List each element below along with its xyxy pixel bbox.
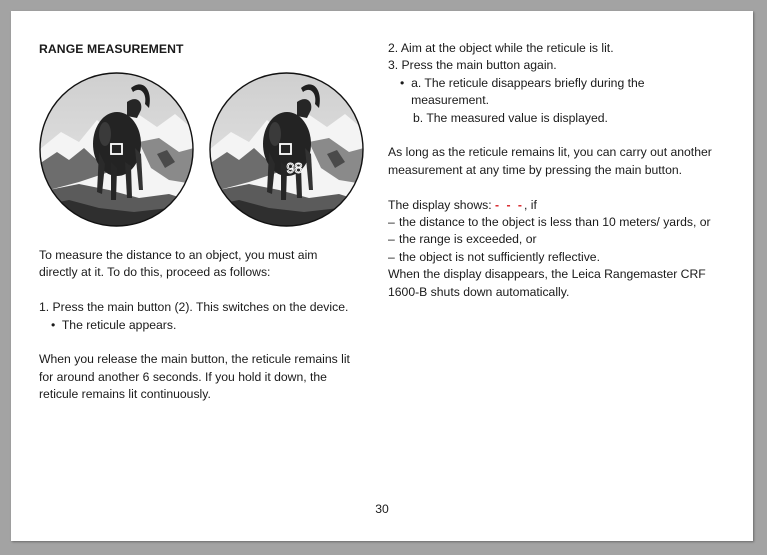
dash-mark: – <box>388 215 395 230</box>
condition-2-text: the range is exceeded, or <box>399 232 537 247</box>
dash-mark: – <box>388 249 395 264</box>
release-paragraph: When you release the main button, the reticule remains lit for around another 6 seconds. If you hold it down, the reticule remains lit continuously. <box>39 352 350 402</box>
step-2: 2. Aim at the object while the reticule is lit. <box>388 41 614 55</box>
shutdown-paragraph: When the display disappears, the Leica Rangemaster CRF 1600-B shuts down automatically. <box>388 267 706 299</box>
step-3-a-text <box>411 75 661 110</box>
condition-3-text: the object is not sufficiently reflective. <box>399 249 600 264</box>
section-heading: RANGE MEASUREMENT <box>39 42 184 56</box>
manual-page <box>11 11 753 541</box>
display-prefix: The display shows: <box>388 197 496 212</box>
display-suffix: , if <box>523 197 537 212</box>
dash-mark: – <box>388 232 395 247</box>
step-1-bullet <box>39 317 359 334</box>
viewfinder-illustrations <box>39 72 359 227</box>
condition-2 <box>388 231 724 248</box>
reticule-paragraph: As long as the reticule remains lit, you can carry out another measurement at any time by pressing the main button. <box>388 145 712 177</box>
step-1-bullet-text: The reticule appears. <box>61 317 177 332</box>
intro-paragraph: To measure the distance to an object, you must aim directly at it. To do this, proceed as follows: <box>39 248 318 280</box>
condition-1 <box>388 214 724 231</box>
right-column <box>388 40 724 301</box>
condition-3 <box>388 249 724 266</box>
no-value-symbol: - - - <box>495 197 524 212</box>
step-3-a <box>388 75 724 110</box>
step-3-a-label: a. The reticule disappears briefly during the measurement. <box>411 75 645 108</box>
left-column <box>39 41 359 404</box>
step-1: 1. Press the main button (2). This switches on the device. <box>39 300 349 315</box>
condition-1-text: the distance to the object is less than 10 meters/ yards, or <box>399 215 711 230</box>
step-3-b: b. The measured value is displayed. <box>413 110 608 125</box>
display-shows-line <box>388 197 724 214</box>
bullet-glyph: • <box>51 317 56 332</box>
viewfinder-reticule-image <box>39 72 194 227</box>
bullet-glyph: • <box>400 75 405 90</box>
page-number: 30 <box>375 502 389 516</box>
step-3: 3. Press the main button again. <box>388 58 557 73</box>
distance-readout: 98 <box>286 161 303 178</box>
viewfinder-measurement-image <box>209 72 364 227</box>
